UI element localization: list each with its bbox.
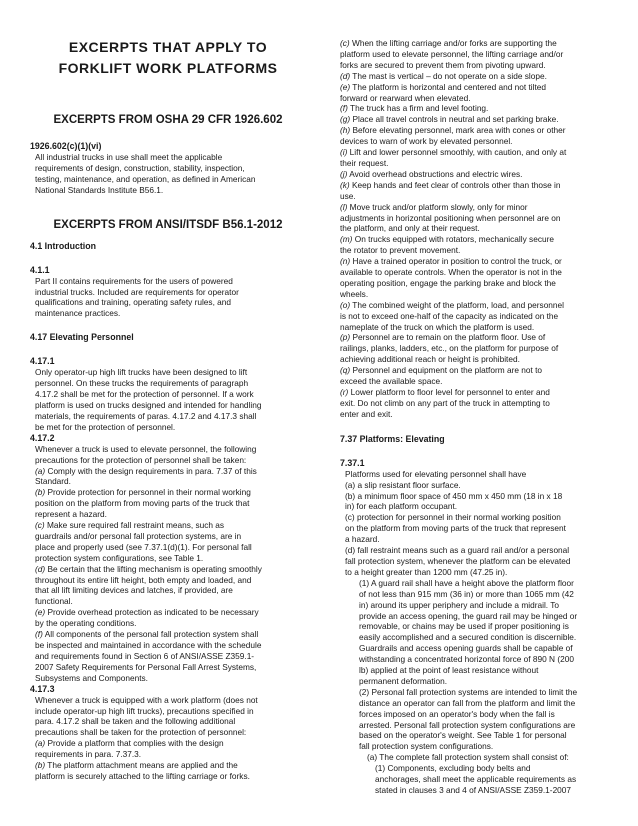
item-text: Place all travel controls in neutral and set parking brake.: [350, 114, 559, 125]
item-text: Lower platform to floor level for personnel to enter and: [348, 387, 550, 397]
item-letter: (c): [340, 38, 350, 48]
list-item-line: achieving additional reach or height is prohibited.: [340, 354, 520, 365]
osha-paragraph: [30, 152, 306, 196]
section-4-17-label: 4.17 Elevating Personnel: [30, 332, 134, 343]
item-letter: (g): [340, 114, 351, 125]
text-line: (2) Personal fall protection systems are intended to limit the: [359, 686, 578, 697]
section-4-17-2-text: [30, 444, 306, 466]
personal-fall-protection-item: [345, 687, 616, 752]
item-text: The platform is horizontal and centered and not tilted: [350, 81, 547, 92]
text-line: maintenance practices.: [35, 308, 121, 319]
list-item-line: adjustments in horizontal positioning when personnel are on: [340, 212, 561, 223]
list-item-first-line: [35, 564, 306, 575]
item-text: The truck has a firm and level footing.: [347, 103, 489, 114]
text-line: provide an access opening, the guard rail may be hinged or: [359, 610, 578, 621]
text-line: easily accomplished and a secured condition is discernible.: [359, 632, 577, 643]
list-item-line: represent a hazard.: [35, 509, 107, 520]
list-item-line: 2007 Safety Requirements for Personal Fall Arrest Systems,: [35, 661, 257, 672]
title-line-1: EXCERPTS THAT APPLY TO: [68, 39, 268, 55]
text-line: (b) a minimum floor space of 450 mm x 450 mm (18 in x 18: [345, 490, 563, 501]
osha-line: National Standards Institute B56.1.: [35, 184, 164, 195]
section-7-37-label: 7.37 Platforms: Elevating: [340, 433, 445, 444]
text-line: materials, the requirements of paras. 4.17.2 and 4.17.3 shall: [35, 410, 257, 421]
list-item-line: functional.: [35, 596, 73, 607]
text-line: fall protection system configurations.: [359, 741, 494, 752]
osha-line: requirements of design, construction, stability, inspection,: [35, 162, 245, 173]
list-item-first-line: [35, 738, 306, 749]
text-line: in) for each platform occupant.: [345, 501, 458, 512]
list-item-first-line: [340, 387, 616, 398]
text-line: distance an operator can fall from the platform and limit the: [359, 697, 576, 708]
guard-rail-item: [345, 578, 616, 687]
text-line: Guardrails and access opening guards shall be capable of: [359, 643, 573, 654]
list-item-line: Standard.: [35, 476, 71, 487]
text-line: arrested. Personal fall protection system configurations are: [359, 719, 576, 730]
item-text: Keep hands and feet clear of controls other than those in: [349, 179, 561, 190]
item-text: The platform attachment means are applied and the: [45, 760, 238, 771]
text-line: to a height greater than 1200 mm (47.25 in).: [345, 566, 508, 577]
item-letter: (n): [340, 256, 351, 267]
item-text: Make sure required fall restraint means, such as: [44, 520, 225, 531]
list-item-line: platform is securely attached to the lifting carriage or forks.: [35, 770, 250, 781]
osha-line: testing, maintenance, and operation, as defined in American: [35, 173, 256, 184]
section-4-17-1-text: [30, 367, 306, 432]
item-letter: (d): [340, 70, 351, 81]
item-letter: (h): [340, 125, 351, 136]
text-line: fall protection system, whenever the platform can be elevated: [345, 555, 571, 566]
text-line: withstanding a concentrated horizontal force of 890 N (200: [359, 654, 574, 665]
list-item-first-line: [35, 629, 306, 640]
item-letter: (c): [35, 520, 45, 531]
text-line: (1) A guard rail shall have a height above the platform floor: [359, 577, 574, 588]
item-text: When the lifting carriage and/or forks are supporting the: [349, 38, 557, 48]
list-item-line: devices to warn of work by elevated personnel.: [340, 136, 513, 147]
text-line: of not less than 915 mm (36 in) or more than 1065 mm (42: [359, 588, 574, 599]
list-item-line: Subsystems and Components.: [35, 672, 148, 683]
text-line: on the platform from moving parts of the truck that represent: [345, 523, 566, 534]
list-item-first-line: [340, 169, 616, 180]
text-line: precautions shall be taken for the protection of personnel:: [35, 727, 247, 738]
osha-ref: 1926.602(c)(1)(vi): [30, 141, 102, 151]
item-text: Provide overhead protection as indicated to be necessary: [45, 607, 259, 618]
text-line: be met for the protection of personnel.: [35, 421, 176, 432]
item-text: All components of the personal fall protection system shall: [42, 629, 259, 640]
text-line: include operator-up high lift trucks), precautions specified in: [35, 705, 254, 716]
item-letter: (j): [340, 168, 348, 179]
text-line: Platforms used for elevating personnel shall have: [345, 468, 527, 479]
list-item-line: wheels.: [340, 288, 369, 299]
section-7-37-1-body: [340, 469, 616, 796]
item-letter: (k): [340, 179, 350, 190]
list-item-first-line: [340, 82, 616, 93]
section-4-17-3-list-continued: [340, 38, 616, 420]
list-item-first-line: [340, 114, 616, 125]
list-item-line: requirements in para. 7.37.3.: [35, 749, 142, 760]
list-item-first-line: [340, 103, 616, 114]
item-letter: (d): [35, 563, 46, 574]
item-text: Be certain that the lifting mechanism is operating smoothly: [45, 563, 262, 574]
title-line-2: FORKLIFT WORK PLATFORMS: [58, 60, 278, 76]
list-item-line: guardrails and/or personal fall protection systems, are in: [35, 530, 242, 541]
text-line: (d) fall restraint means such as a guard rail and/or a personal: [345, 545, 570, 556]
list-item-first-line: [35, 487, 306, 498]
section-4-17-3-label: 4.17.3: [30, 683, 55, 694]
section-4-1-1-label: 4.1.1: [30, 264, 50, 275]
item-text: The mast is vertical – do not operate on a side slope.: [350, 70, 547, 81]
item-text: Move truck and/or platform slowly, only for minor: [347, 201, 528, 212]
list-item-first-line: [340, 180, 616, 191]
item-letter: (f): [35, 629, 43, 640]
item-letter: (a): [35, 738, 46, 749]
item-letter: (b): [35, 487, 46, 498]
item-text: Avoid overhead obstructions and electric wires.: [347, 168, 523, 179]
item-letter: (l): [340, 201, 348, 212]
section-4-17-2-list: [30, 466, 306, 684]
list-item-line: forks are secured to prevent them from pivoting upward.: [340, 59, 546, 70]
section-4-1-label: 4.1 Introduction: [30, 240, 96, 251]
text-line: qualifications and training, operating safety rules, and: [35, 297, 232, 308]
list-item-first-line: [340, 38, 616, 49]
item-text: On trucks equipped with rotators, mechanically secure: [352, 234, 554, 245]
text-line: stated in clauses 3 and 4 of ANSI/ASSE Z359.1-2007: [375, 785, 572, 795]
text-line: Part II contains requirements for the users of powered: [35, 275, 233, 286]
section-4-17-2-label: 4.17.2: [30, 432, 55, 443]
list-item-line: exceed the available space.: [340, 376, 443, 387]
list-item-line: exit. Do not climb on any part of the truck in attempting to: [340, 397, 550, 408]
item-letter: (o): [340, 299, 351, 310]
list-item-line: use.: [340, 190, 356, 201]
list-item-line: that all lift limiting devices and latches, if provided, are: [35, 585, 233, 596]
list-item-line: enter and exit.: [340, 408, 393, 419]
list-item-line: and requirements found in Section 6 of ANSI/ASSE Z359.1-: [35, 650, 255, 661]
item-letter: (r): [340, 387, 349, 397]
right-column: [340, 38, 616, 796]
text-line: based on the operator's weight. See Table 1 for personal: [359, 730, 567, 741]
list-item-first-line: [35, 760, 306, 771]
item-text: Provide protection for personnel in their normal working: [45, 487, 251, 498]
text-line: para. 4.17.2 shall be taken and the following additional: [35, 716, 236, 727]
item-text: Before elevating personnel, mark area with cones or other: [350, 125, 566, 136]
list-item-line: the platform, and only at their request.: [340, 223, 480, 234]
item-text: Provide a platform that complies with the design: [45, 738, 224, 749]
list-item-line: throughout its entire lift height, both empty and loaded, and: [35, 574, 252, 585]
list-item-line: their request.: [340, 157, 389, 168]
section-7-37-1-label: 7.37.1: [340, 457, 365, 468]
item-letter: (q): [340, 365, 351, 376]
list-item-line: be inspected and maintained in accordance with the schedule: [35, 640, 262, 650]
section-4-17-1-label: 4.17.1: [30, 356, 55, 367]
list-item-first-line: [340, 256, 616, 267]
item-letter: (i): [340, 147, 348, 158]
text-line: forces imposed on an operator's body when the fall is: [359, 708, 555, 719]
list-item-line: by the operating conditions.: [35, 618, 137, 629]
text-line: Only operator-up high lift trucks have been designed to lift: [35, 367, 248, 378]
text-line: permanent deformation.: [359, 675, 448, 686]
list-item-line: protection system configurations, see Table 1.: [35, 552, 204, 563]
list-item-line: operating position, engage the parking brake and block the: [340, 277, 556, 288]
section-7-37-1-items: [345, 480, 616, 578]
list-item-first-line: [340, 125, 616, 136]
item-letter: (f): [340, 103, 348, 114]
left-column: [30, 0, 306, 782]
section-4-1-1-text: [30, 276, 306, 320]
text-line: personnel. On these trucks the requirements of paragraph: [35, 378, 249, 389]
text-line: (a) a slip resistant floor surface.: [345, 479, 461, 490]
item-text: Lift and lower personnel smoothly, with caution, and only at: [347, 147, 567, 158]
document-title: [30, 37, 306, 79]
text-line: precautions for the protection of personnel shall be taken:: [35, 454, 247, 465]
list-item-line: position on the platform from moving parts of the truck that: [35, 498, 250, 509]
section-4-17-3-text: [30, 695, 306, 739]
item-text: Personnel and equipment on the platform are not to: [350, 365, 543, 376]
text-line: a hazard.: [345, 534, 380, 545]
list-item-first-line: [35, 466, 306, 477]
text-line: industrial trucks. Included are requirements for operator: [35, 286, 239, 297]
text-line: Whenever a truck is used to elevate personnel, the following: [35, 443, 257, 454]
text-line: (1) Components, excluding body belts and: [375, 763, 531, 774]
ansi-heading: EXCERPTS FROM ANSI/ITSDF B56.1-2012: [53, 218, 283, 231]
components-item: [345, 763, 616, 796]
list-item-first-line: [340, 234, 616, 245]
item-text: Personnel are to remain on the platform floor. Use of: [350, 332, 546, 343]
list-item-line: the rotator to prevent movement.: [340, 245, 461, 256]
list-item-first-line: [340, 202, 616, 213]
list-item-line: platform used to elevate personnel, the lifting carriage and/or: [340, 48, 564, 59]
list-item-line: nameplate of the truck on which the platform is used.: [340, 321, 535, 332]
text-line: lb) applied at the point of least resistance without: [359, 665, 539, 676]
text-line: anchorages, shall meet the applicable requirements as: [375, 774, 577, 785]
list-item-line: railings, planks, ladders, etc., on the platform for purpose of: [340, 343, 559, 354]
text-line: 4.17.2 shall be met for the protection of personnel. If a work: [35, 389, 254, 400]
item-letter: (e): [35, 607, 46, 618]
text-line: platform is used on trucks designed and intended for handling: [35, 399, 262, 410]
text-line: removable, or chains may be used if proper positioning is: [359, 621, 569, 632]
complete-system-item: (a) The complete fall protection system shall consist of:: [367, 752, 569, 763]
section-4-17-3-list: [30, 738, 306, 782]
item-letter: (m): [340, 234, 353, 245]
item-letter: (p): [340, 332, 351, 343]
osha-heading: EXCERPTS FROM OSHA 29 CFR 1926.602: [53, 114, 283, 126]
list-item-line: is not to exceed one-half of the capacity as indicated on the: [340, 310, 559, 321]
item-letter: (a): [35, 465, 46, 476]
list-item-first-line: [340, 300, 616, 311]
list-item-first-line: [340, 147, 616, 158]
list-item-line: available to operate controls. When the operator is not in the: [340, 267, 562, 278]
osha-line: All industrial trucks in use shall meet the applicable: [35, 152, 223, 162]
item-text: The combined weight of the platform, load, and personnel: [350, 299, 564, 310]
text-line: (c) protection for personnel in their normal working position: [345, 512, 561, 523]
list-item-line: forward or rearward when elevated.: [340, 92, 471, 103]
item-letter: (e): [340, 81, 351, 92]
list-item-line: place and properly used (see 7.37.1(d)(1). For personal fall: [35, 541, 252, 552]
item-text: Comply with the design requirements in para. 7.37 of this: [45, 465, 257, 476]
list-item-first-line: [35, 520, 306, 531]
list-item-first-line: [340, 71, 616, 82]
item-text: Have a trained operator in position to control the truck, or: [350, 256, 562, 267]
item-letter: (b): [35, 760, 46, 771]
list-item-first-line: [340, 365, 616, 376]
list-item-first-line: [35, 607, 306, 618]
text-line: Whenever a truck is equipped with a work platform (does not: [35, 694, 258, 705]
list-item-first-line: [340, 332, 616, 343]
text-line: in) around its upper periphery and include a midrail. To: [359, 599, 560, 610]
